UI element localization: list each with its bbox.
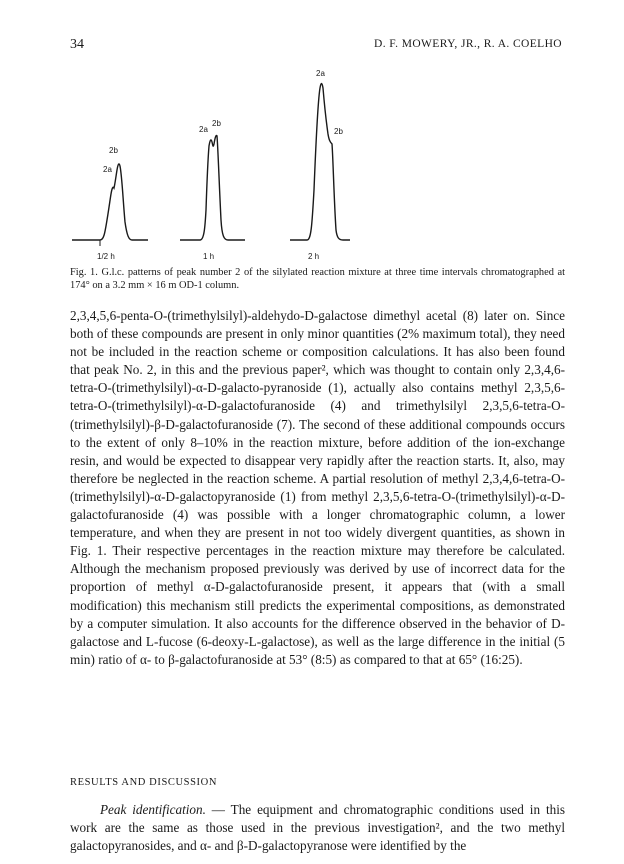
time-label-one-hour: 1 h: [203, 252, 215, 261]
peak-label-2b-first: 2b: [109, 146, 118, 155]
figure-caption: [70, 266, 565, 292]
section-paragraph: [70, 801, 565, 855]
peak-label-2b-third: 2b: [334, 127, 343, 136]
trace-half-hour: [72, 164, 148, 240]
body-paragraph: [70, 307, 565, 669]
section-subheading: Peak identification.: [100, 802, 206, 817]
section-paragraph-text: — The equipment and chromatographic conditions used in this work are the same as those used in the previous investigation², and the two methyl galactopyranosides, and α- and β-D-galactopyranose were identified by the: [70, 802, 565, 854]
running-head: D. F. MOWERY, JR., R. A. COELHO: [374, 38, 562, 50]
time-label-half-hour: 1/2 h: [97, 252, 115, 261]
body-paragraph-text: 2,3,4,5,6-penta-O-(trimethylsilyl)-aldehydo-D-galactose dimethyl acetal (8) later on. Since both of these compounds are present in only minor quantities (2% maximum total), they need not be included in the reaction scheme or composition calculations. It has also been found that peak No. 2, in this and the previous paper², which was thought to contain only 2,3,4,6-tetra-O-(trimethylsilyl)-α-D-galacto-pyranoside (1), actually also contains methyl 2,3,5,6-tetra-O-(trimethylsilyl)-α-D-galactofuranoside (4) and trimethylsilyl 2,3,5,6-tetra-O-(trimethylsilyl)-β-D-galactofuranoside (7). The second of these additional compounds occurs to the extent of only 8–10% in the reaction mixture, before addition of the ion-exchange resin, and would be expected to disappear very rapidly after the reaction starts. It, also, may therefore be neglected in the reaction scheme. A partial resolution of methyl 2,3,4,6-tetra-O-(trimethylsilyl)-α-D-galactopyranoside (1) from methyl 2,3,5,6-tetra-O-(trimethylsilyl)-α-D-galactofuranoside (4) was possible with a longer chromatographic column, a lower temperature, and when they are present in not too widely divergent quantities, as shown in Fig. 1. Their respective percentages in the reaction mixture may therefore be calculated. Although the mechanism proposed previously was derived by use of incorrect data for the proportion of methyl α-D-galactofuranoside present, it appears that (with a small modification) this mechanism still predicts the experimental compositions, as demonstrated by a computer simulation. It also accounts for the difference observed in the behavior of D-galactose and L-fucose (6-deoxy-L-galactose), as well as the large difference in the initial (5 min) ratio of α- to β-galactofuranoside at 53° (8:5) as compared to that at 65° (16:25).: [70, 308, 565, 667]
page-number: 34: [70, 37, 84, 52]
trace-two-hours: [290, 84, 350, 241]
time-label-two-hours: 2 h: [308, 252, 320, 261]
trace-one-hour: [180, 135, 245, 240]
peak-label-2a-first: 2a: [103, 165, 112, 174]
peak-label-2a-second: 2a: [199, 125, 208, 134]
figure-caption-label: Fig. 1.: [70, 267, 98, 278]
peak-label-2b-second: 2b: [212, 119, 221, 128]
peak-label-2a-third: 2a: [316, 69, 325, 78]
figure-chromatograms: [60, 60, 570, 265]
section-heading: RESULTS AND DISCUSSION: [70, 777, 218, 788]
figure-caption-text: G.l.c. patterns of peak number 2 of the silylated reaction mixture at three time intervals chromatographed at 174° on a 3.2 mm × 16 m OD-1 column.: [70, 267, 565, 291]
chromatogram-svg: [60, 60, 570, 265]
